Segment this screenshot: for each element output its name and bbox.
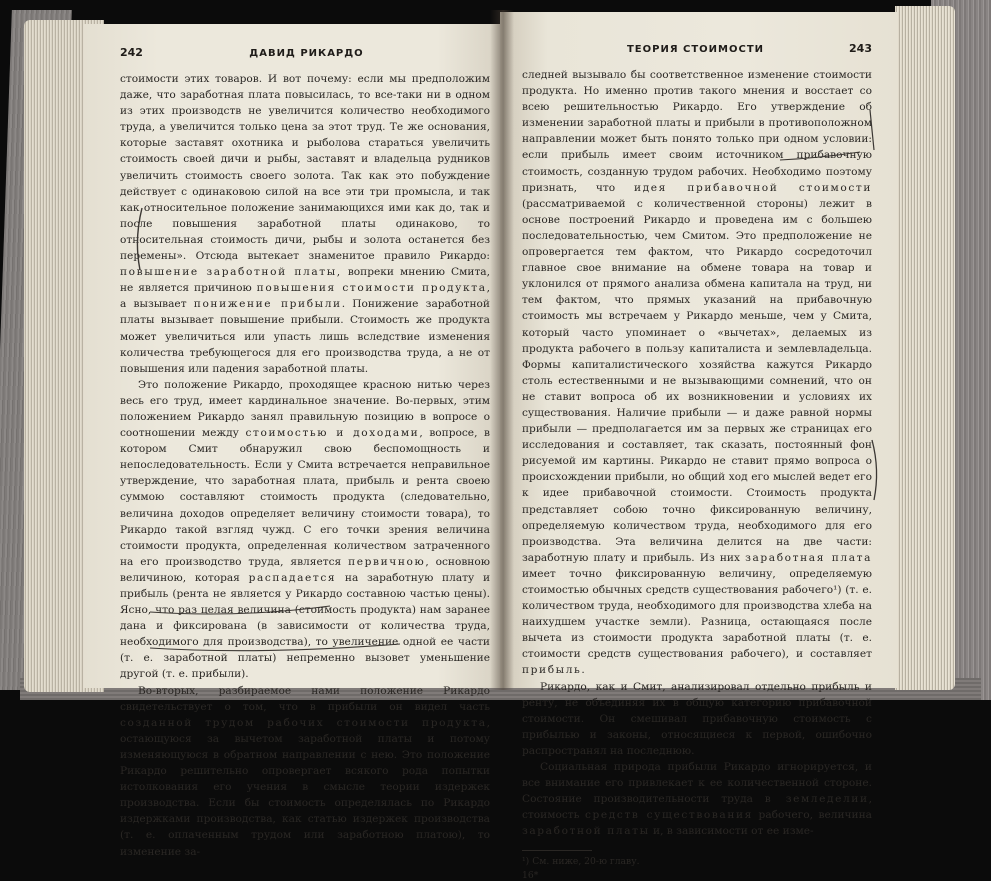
body-text: Социальная природа прибыли Рикардо игнорируется, и все внимание его привлекает к ее количественной стороне. Состояние производительности труда [522,761,872,806]
left-page-number: 242 [120,46,143,59]
body-text: . Понижение заработной платы вызывает повышение прибыли. Стоимость же продукта может увеличиться или упасть лишь вследствие изменения количества требующегося для его производства труда, а не от повышения или падения заработной платы. [120,298,490,375]
body-text: на заработную плату и прибыль (рента не является у Рикардо составною частью цены). Ясно, что раз целая величина (стоимость продукта) нам заранее дана и фиксирована (в зависимости от количества труда, необходимого для производства), то увеличение одной ее части (т. е. заработной платы) непременно вызовет уменьшение другой (т. е. прибыли). [120,571,490,681]
spaced-emphasis-text: средств существования [585,809,753,822]
body-text: , стоимость [522,793,872,822]
body-text: Это положение Рикардо, проходящее красною нитью через весь его труд, имеет кардинальное значение. Во-первых, этим положением Рикардо занял правильную позицию в вопросе о соотношении между [120,378,490,440]
spaced-emphasis-text: заработная плата [745,551,872,564]
body-text: рабочего, величина [752,809,872,822]
spaced-emphasis-text: повышение заработной платы, [120,266,342,279]
left-running-head: ДАВИД РИКАРДО [249,48,364,59]
spaced-emphasis-text: стоимостью и доходами [245,427,420,440]
left-page-header [120,46,490,59]
body-text: и, в зависимости от ее изме- [649,825,814,838]
signature-mark: 16* [522,869,539,881]
spaced-emphasis-text: в земледелии [764,793,869,806]
paragraph [120,683,490,860]
right-page-header [522,42,872,55]
right-page-number: 243 [849,42,872,55]
body-text: следней вызывало бы соответственное изменение стоимости продукта. Но именно против такого мнения и восстает со всею решительностью Рикардо. Его утверждение об изменении заработной платы и прибыли в противоположном направлении может быть понято только при одном условии: если прибыль имеет своим источником прибавочную стоимость, созданную трудом рабочих. Необходимо поэтому признать, что [522,69,872,194]
right-page [500,12,898,881]
paragraph [522,67,872,679]
spaced-emphasis-text: первичною [348,555,426,568]
body-text: (рассматриваемой с количественной стороны) лежит в основе построений Рикардо и проведена им с большею последовательностью, чем Смитом. Это предположение не опровергается тем фактом, что Рикардо сосредоточил главное свое внимание на обмене товара на товар и уклонился от прямого анализа обмена капитала на труд, ни тем фактом, что прямых указаний на прибавочную стоимость мы встречаем у Рикардо меньше, чем у Смита, который часто упоминает о «вычетах», делаемых из продукта рабочего в пользу капиталиста и землевладельца. Формы капиталистического хозяйства кажутся Рикардо столь естественными и не вызывающими сомнений, что он не ставит вопроса об их возникновении и условиях их существования. Наличие прибыли — и даже равной нормы прибыли — предполагается им за первых же страницах его исследования и составляет, так сказать, постоянный фон рисуемой им картины. Рикардо не ставит прямо вопроса о происхождении прибыли, но общий ход его мыслей ведет его к идее прибавочной стоимости. Стоимость продукта представляет собою точно фиксированную величину, определяемую количеством труда, необходимого для его производства. Эта величина делится на две части: заработную плату и прибыль. Из них [522,197,872,564]
spaced-emphasis-text: повышения стоимости продукта [256,282,487,295]
paragraph [120,377,490,683]
body-text: , а вызывает [120,282,490,311]
body-text: . [581,664,585,677]
body-text: Во-вторых, разбираемое нами положение Рикардо свидетельствует о том, что в прибыли он видел часть [120,684,490,713]
right-running-head: ТЕОРИЯ СТОИМОСТИ [626,44,765,55]
body-text: , остающуюся за вычетом заработной платы и потому изменяющуюся в обратном направлении с нею. Это положение Рикардо решительно опровергает всякого рода попытки истолкования его учения в смысле теории издержек производства. Если бы стоимость определялась по Рикардо издержками производства, как статью издержек производства (т. е. оплаченным трудом или заработною платою), то изменение за- [120,716,490,858]
left-page [84,24,504,858]
paragraph [120,71,490,377]
page-edges-right [895,6,955,690]
body-text: , вопросе, в котором Смит обнаружил свою беспомощность и непоследовательность. Если у Смита встречается неправильное утверждение, что заработная плата, прибыль и рента своею суммою составляют стоимость продукта (следовательно, величина доходов определяет величину стоимости товара), то Рикардо такой взгляд чужд. С его точки зрения величина стоимости продукта, определенная количеством затраченного на его производство труда, является [120,427,490,568]
paragraph [522,759,872,839]
body-text: вопреки мнению Смита, не является причиною [120,266,490,295]
footnote: ¹) См. ниже, 20-ю главу. [522,855,640,867]
footnote-rule [522,850,592,851]
book-gutter [490,10,514,690]
spaced-emphasis-text: созданной трудом рабочих стоимости продукта [120,716,487,729]
spaced-emphasis-text: распадается [248,571,337,584]
spaced-emphasis-text: прибыль [522,664,582,677]
spaced-emphasis-text: понижение прибыли [193,298,342,311]
body-text: , основною величиною, которая [120,555,490,584]
spaced-emphasis-text: идея прибавочной стоимости [634,181,872,194]
right-page-body [522,67,872,840]
left-page-body [120,71,490,860]
body-text: имеет точно фиксированную величину, определяемую стоимостью обычных средств существования рабочего¹) (т. е. количеством труда, необходимого для производства хлеба на наихудшем участке земли). Разница, остающаяся после вычета из стоимости продукта заработной платы (т. е. стоимости средств существования рабочего), и составляет [522,567,872,661]
body-text: стоимости этих товаров. И вот почему: если мы предположим даже, что заработная плата повысилась, то все-таки ни в одном из этих производств не увеличится количество необходимого труда, а увеличится только цена за этот труд. Те же основания, которые заставят охотника и рыболова стараться увеличить стоимость своей дичи и рыбы, заставят и владельца рудников увеличить стоимость своего золота. Так как это побуждение действует с одинаковою силой на все эти три промысла, и так как относительное положение занимающихся ими как до, так и после повышения заработной платы одинаково, то относительная стоимость дичи, рыбы и золота останется без перемены». Отсюда вытекает знаменитое правило Рикардо: [120,73,490,263]
paragraph [522,679,872,759]
body-text: Рикардо, как и Смит, анализировал отдельно прибыль и ренту, не объединяя их в общую категорию прибавочной стоимости. Он смешивал прибавочную стоимость с прибылью и законы, относящиеся к первой, ошибочно распространял на последнюю. [522,680,872,757]
spaced-emphasis-text: заработной платы [522,825,650,838]
